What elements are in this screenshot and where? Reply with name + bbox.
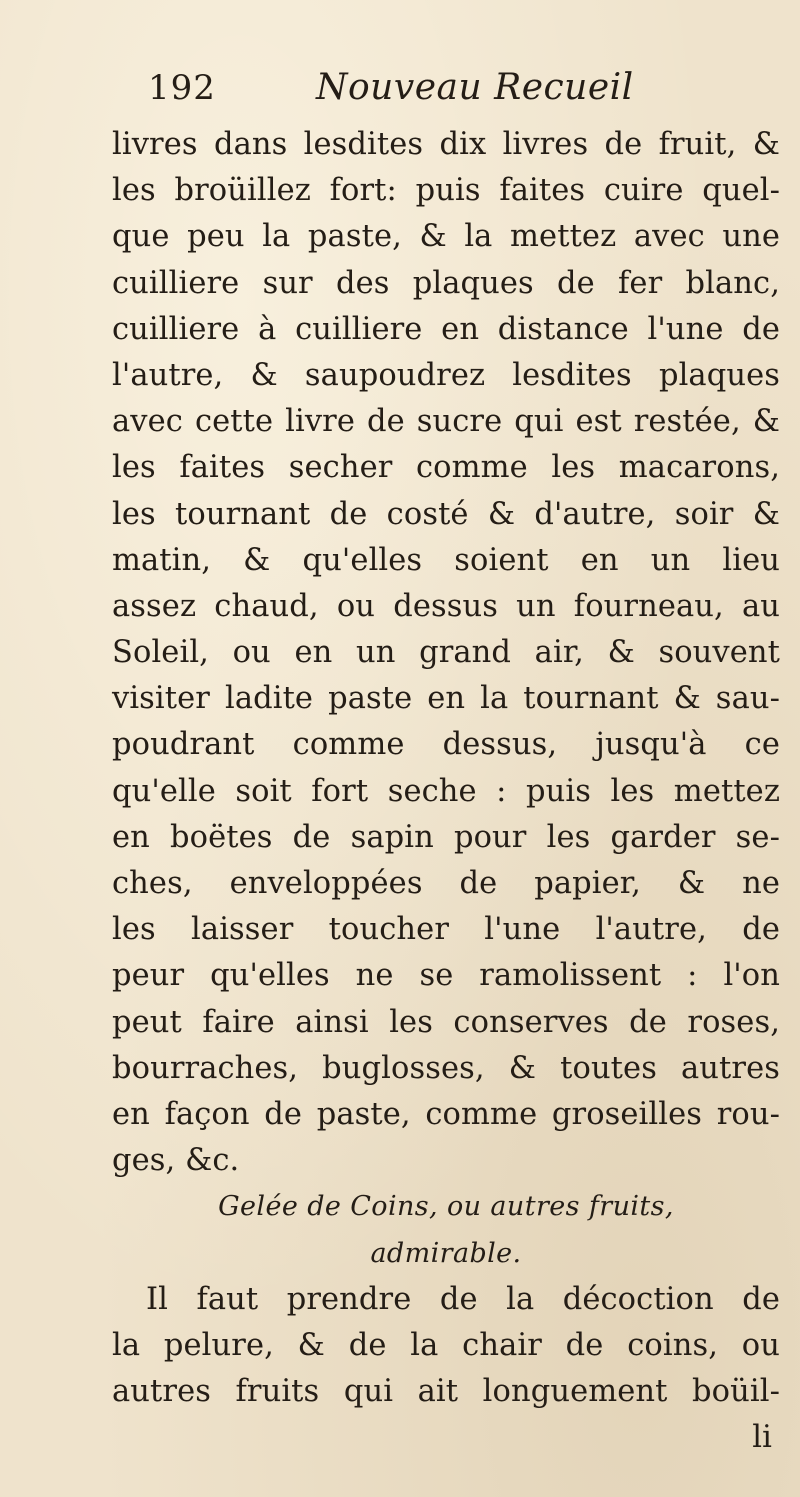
body-line: visiter ladite paste en la tournant & sau- — [112, 681, 780, 717]
running-title: Nouveau Recueil — [316, 67, 634, 108]
catchword: li — [752, 1420, 772, 1456]
body-line: cuilliere à cuilliere en distance l'une de — [112, 311, 780, 347]
page-number: 192 — [148, 68, 216, 108]
body-line: Soleil, ou en un grand air, & souvent — [112, 635, 780, 671]
section-line: autres fruits qui ait longuement boüil- — [112, 1374, 780, 1410]
section-line: Il faut prendre de la décoction de — [146, 1281, 780, 1317]
body-line: peur qu'elles ne se ramolissent : l'on — [112, 958, 780, 994]
body-line: en boëtes de sapin pour les garder se- — [112, 819, 780, 855]
body-line: bourraches, buglosses, & toutes autres — [112, 1050, 780, 1086]
page-header — [148, 64, 768, 112]
section-line: la pelure, & de la chair de coins, ou — [112, 1327, 780, 1363]
body-line: matin, & qu'elles soient en un lieu — [112, 542, 780, 578]
body-line: qu'elle soit fort seche : puis les mettez — [112, 773, 780, 809]
body-line: en façon de paste, comme groseilles rou- — [112, 1096, 780, 1132]
body-line: assez chaud, ou dessus un fourneau, au — [112, 588, 780, 624]
body-line: les laisser toucher l'une l'autre, de — [112, 912, 780, 948]
body-line: ges, &c. — [112, 1143, 240, 1179]
body-line: les faites secher comme les macarons, — [112, 450, 780, 486]
body-line: livres dans lesdites dix livres de fruit, & — [112, 127, 780, 162]
body-line: peut faire ainsi les conserves de roses, — [112, 1004, 780, 1040]
section-heading: admirable. — [370, 1237, 522, 1269]
body-line: poudrant comme dessus, jusqu'à ce — [112, 727, 780, 763]
body-line: les broüillez fort: puis faites cuire quel- — [112, 173, 780, 209]
body-line: que peu la paste, & la mettez avec une — [112, 219, 780, 255]
body-line: les tournant de costé & d'autre, soir & — [112, 496, 780, 532]
body-line: ches, enveloppées de papier, & ne — [112, 866, 780, 901]
body-line: avec cette livre de sucre qui est restée, & — [112, 404, 780, 440]
body-line: cuilliere sur des plaques de fer blanc, — [112, 265, 780, 301]
text-block — [112, 122, 780, 1461]
body-line: l'autre, & saupoudrez lesdites plaques — [112, 357, 780, 393]
section-heading: Gelée de Coins, ou autres fruits, — [218, 1191, 674, 1223]
